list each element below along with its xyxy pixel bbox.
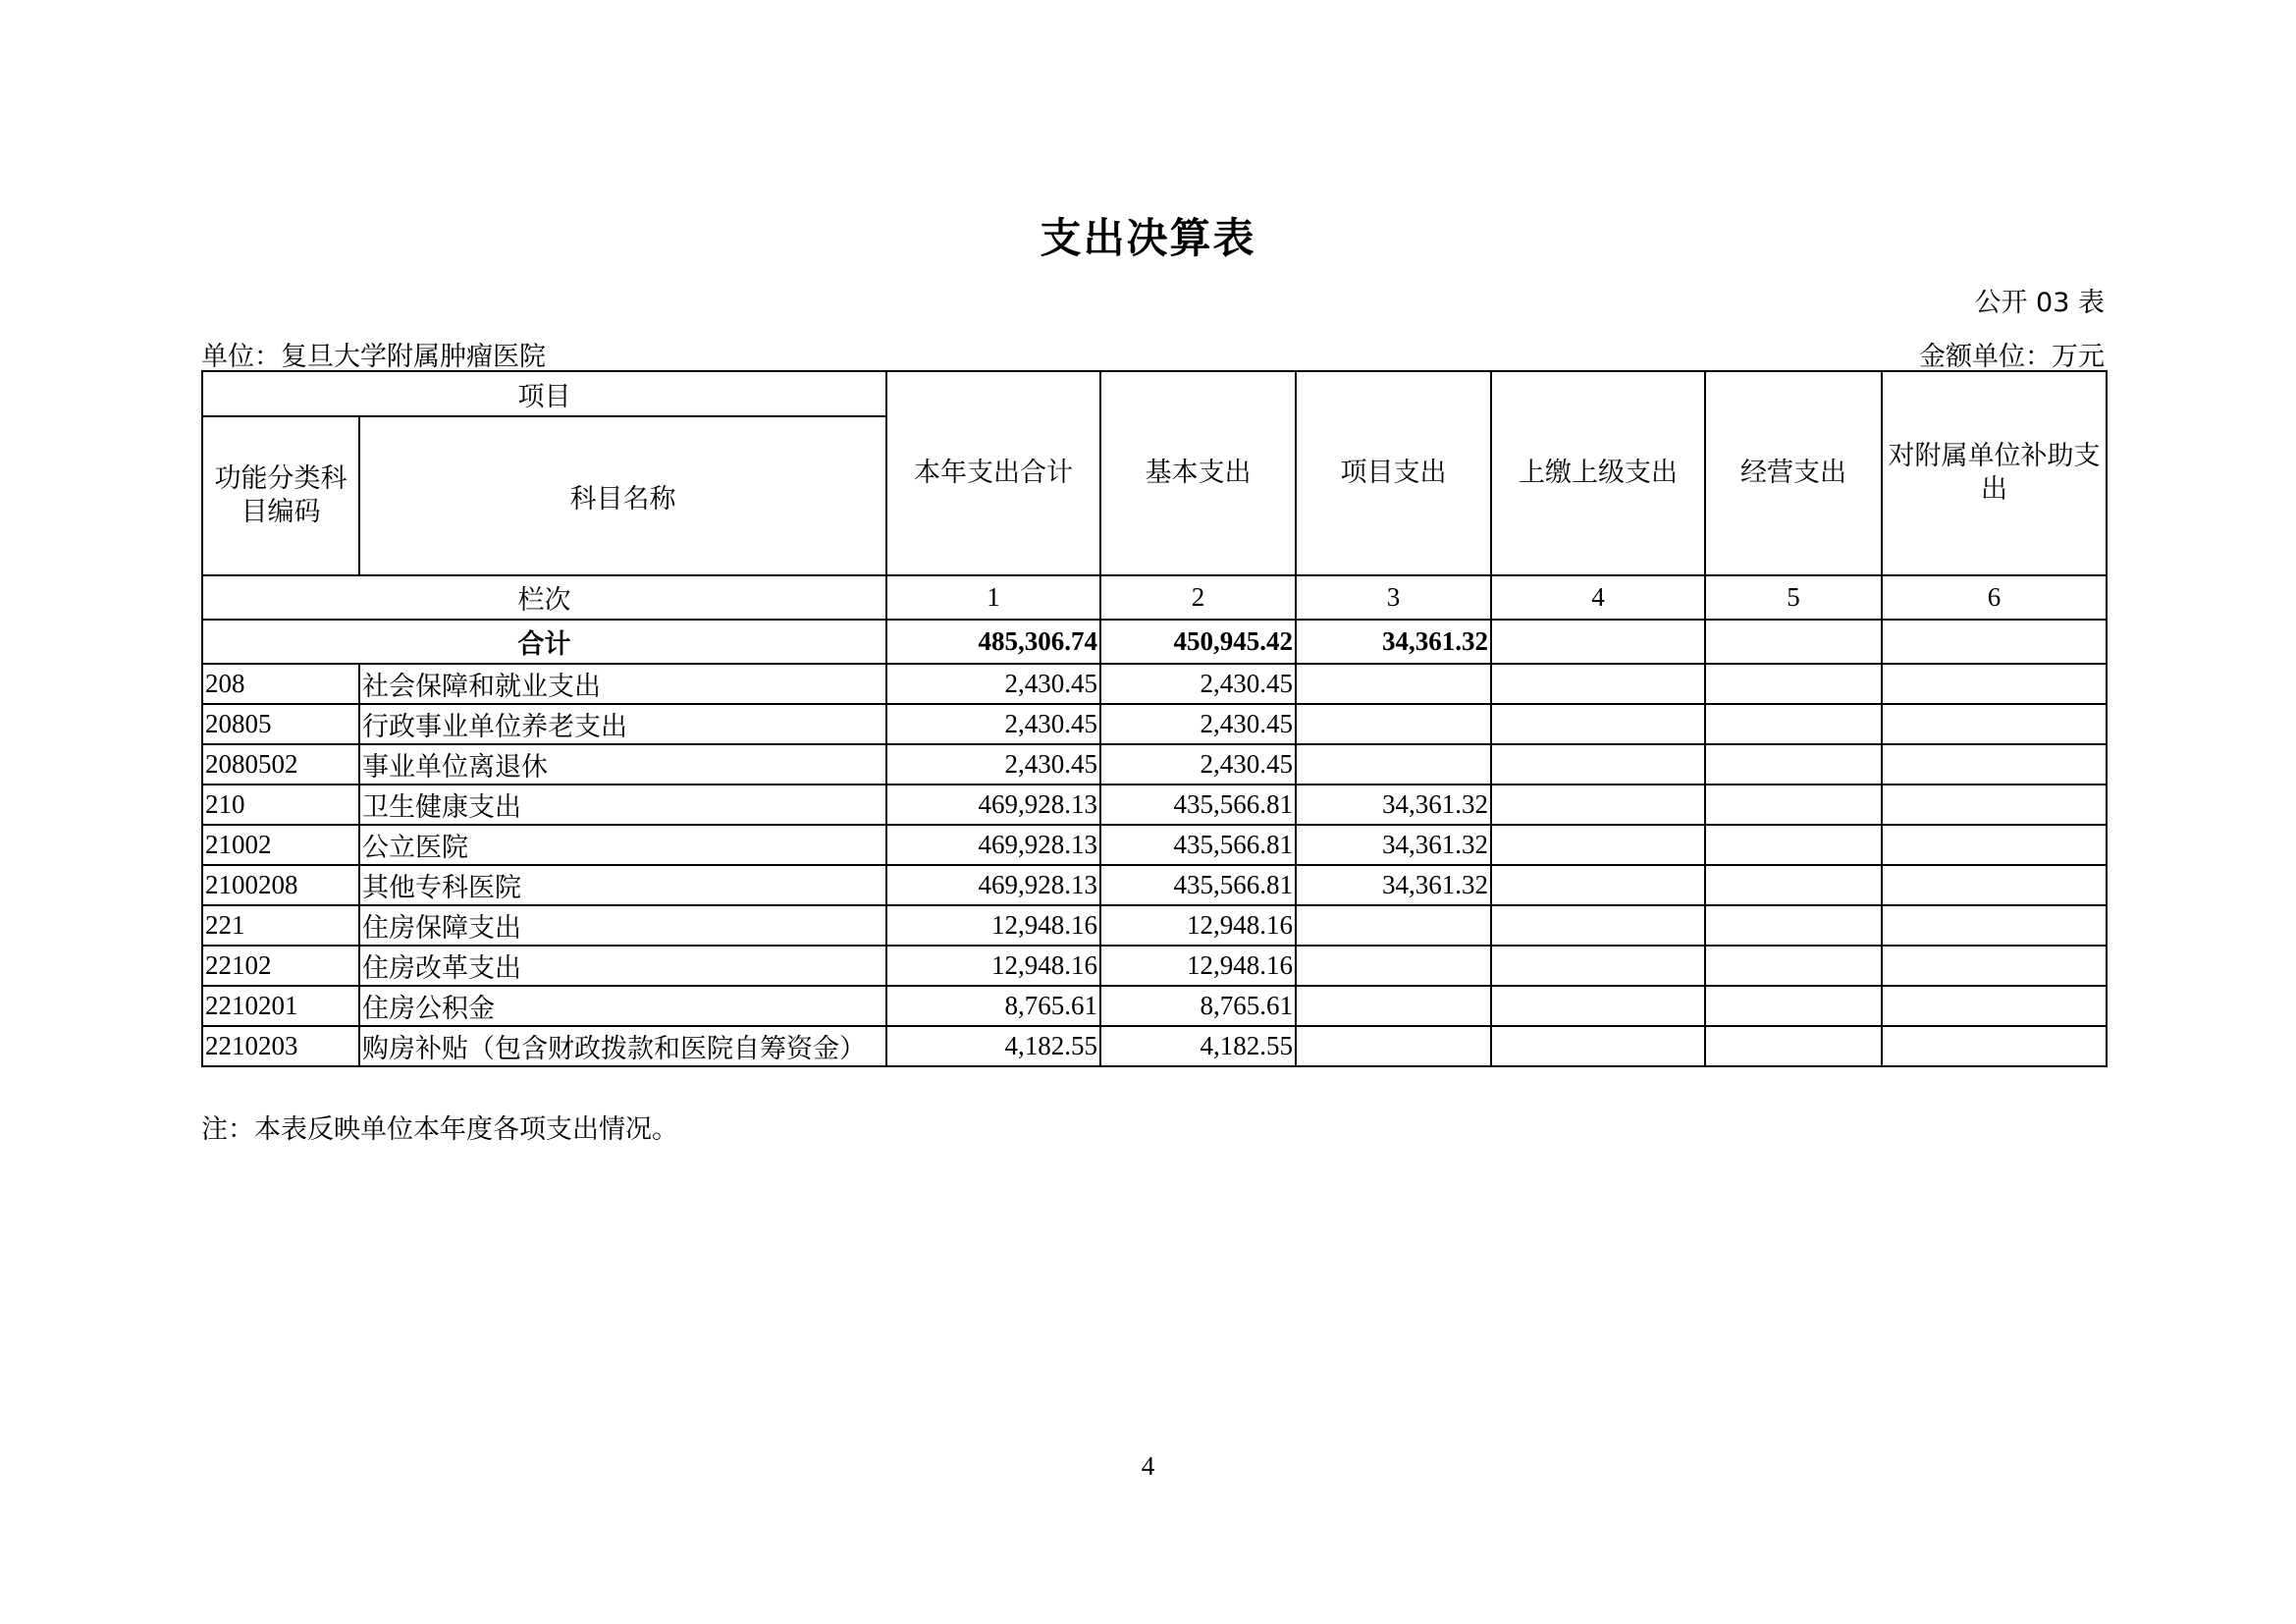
row-value-4 — [1491, 744, 1705, 785]
page-title: 支出决算表 — [1040, 214, 1256, 262]
table-row — [202, 785, 2107, 825]
column-index-1: 1 — [886, 575, 1100, 620]
table-row — [202, 865, 2107, 905]
row-value-2: 2,430.45 — [1100, 664, 1296, 704]
row-value-6 — [1882, 1026, 2107, 1066]
row-value-5 — [1705, 946, 1882, 986]
row-value-5 — [1705, 1026, 1882, 1066]
row-value-6 — [1882, 704, 2107, 744]
row-value-5 — [1705, 825, 1882, 865]
amount-unit-label: 金额单位：万元 — [1919, 342, 2105, 372]
row-value-4 — [1491, 865, 1705, 905]
column-index-3: 3 — [1296, 575, 1491, 620]
header-total-expenditure: 本年支出合计 — [886, 371, 1100, 575]
total-row — [202, 620, 2107, 664]
row-value-5 — [1705, 785, 1882, 825]
row-value-3: 34,361.32 — [1296, 865, 1491, 905]
header-project-expenditure: 项目支出 — [1296, 371, 1491, 575]
form-number: 公开 03 表 — [1974, 288, 2105, 318]
row-code: 208 — [202, 664, 359, 704]
row-subject-name: 住房公积金 — [359, 986, 886, 1026]
row-value-1: 2,430.45 — [886, 704, 1100, 744]
row-code: 22102 — [202, 946, 359, 986]
column-index-2: 2 — [1100, 575, 1296, 620]
table-row — [202, 905, 2107, 946]
row-value-2: 12,948.16 — [1100, 905, 1296, 946]
row-subject-name: 住房保障支出 — [359, 905, 886, 946]
row-value-5 — [1705, 865, 1882, 905]
table-row — [202, 986, 2107, 1026]
row-value-1: 2,430.45 — [886, 744, 1100, 785]
row-value-6 — [1882, 986, 2107, 1026]
column-index-6: 6 — [1882, 575, 2107, 620]
total-cell-1: 485,306.74 — [886, 620, 1100, 664]
row-value-6 — [1882, 825, 2107, 865]
row-value-5 — [1705, 986, 1882, 1026]
row-value-4 — [1491, 905, 1705, 946]
row-value-5 — [1705, 704, 1882, 744]
row-value-2: 12,948.16 — [1100, 946, 1296, 986]
column-index-4: 4 — [1491, 575, 1705, 620]
row-value-6 — [1882, 785, 2107, 825]
unit-label: 单位：复旦大学附属肿瘤医院 — [201, 342, 546, 372]
table-row — [202, 664, 2107, 704]
row-value-1: 469,928.13 — [886, 825, 1100, 865]
row-value-2: 4,182.55 — [1100, 1026, 1296, 1066]
row-value-1: 469,928.13 — [886, 785, 1100, 825]
row-value-2: 435,566.81 — [1100, 785, 1296, 825]
row-subject-name: 社会保障和就业支出 — [359, 664, 886, 704]
header-subject-name: 科目名称 — [359, 416, 886, 575]
row-value-3 — [1296, 986, 1491, 1026]
row-value-1: 8,765.61 — [886, 986, 1100, 1026]
row-code: 221 — [202, 905, 359, 946]
row-code: 21002 — [202, 825, 359, 865]
total-cell-5 — [1705, 620, 1882, 664]
page-number: 4 — [1141, 1451, 1155, 1481]
header-superior-payment: 上缴上级支出 — [1491, 371, 1705, 575]
row-value-3 — [1296, 905, 1491, 946]
header-subsidy-to-affiliates: 对附属单位补助支出 — [1882, 371, 2107, 575]
total-label: 合计 — [202, 620, 886, 664]
row-value-3 — [1296, 704, 1491, 744]
row-value-5 — [1705, 664, 1882, 704]
row-value-5 — [1705, 744, 1882, 785]
row-value-6 — [1882, 744, 2107, 785]
row-value-4 — [1491, 825, 1705, 865]
row-value-4 — [1491, 704, 1705, 744]
row-subject-name: 公立医院 — [359, 825, 886, 865]
row-subject-name: 行政事业单位养老支出 — [359, 704, 886, 744]
row-value-6 — [1882, 946, 2107, 986]
row-code: 20805 — [202, 704, 359, 744]
row-code: 2100208 — [202, 865, 359, 905]
row-value-3 — [1296, 946, 1491, 986]
row-subject-name: 事业单位离退休 — [359, 744, 886, 785]
row-value-2: 435,566.81 — [1100, 825, 1296, 865]
table-row — [202, 825, 2107, 865]
column-index-5: 5 — [1705, 575, 1882, 620]
row-value-6 — [1882, 865, 2107, 905]
row-value-4 — [1491, 1026, 1705, 1066]
row-subject-name: 其他专科医院 — [359, 865, 886, 905]
row-value-2: 8,765.61 — [1100, 986, 1296, 1026]
row-value-4 — [1491, 986, 1705, 1026]
row-value-3: 34,361.32 — [1296, 825, 1491, 865]
header-basic-expenditure: 基本支出 — [1100, 371, 1296, 575]
row-value-1: 469,928.13 — [886, 865, 1100, 905]
row-code: 210 — [202, 785, 359, 825]
row-value-3: 34,361.32 — [1296, 785, 1491, 825]
header-function-code: 功能分类科目编码 — [202, 416, 359, 575]
total-cell-3: 34,361.32 — [1296, 620, 1491, 664]
row-subject-name: 卫生健康支出 — [359, 785, 886, 825]
header-operating-expenditure: 经营支出 — [1705, 371, 1882, 575]
row-value-5 — [1705, 905, 1882, 946]
row-value-6 — [1882, 905, 2107, 946]
row-value-1: 4,182.55 — [886, 1026, 1100, 1066]
row-value-1: 12,948.16 — [886, 905, 1100, 946]
table-row — [202, 744, 2107, 785]
header-project: 项目 — [202, 371, 886, 416]
row-value-3 — [1296, 664, 1491, 704]
row-value-1: 12,948.16 — [886, 946, 1100, 986]
footnote: 注：本表反映单位本年度各项支出情况。 — [201, 1114, 678, 1145]
table-row — [202, 946, 2107, 986]
total-cell-4 — [1491, 620, 1705, 664]
total-cell-2: 450,945.42 — [1100, 620, 1296, 664]
row-value-4 — [1491, 785, 1705, 825]
row-value-2: 2,430.45 — [1100, 704, 1296, 744]
expenditure-table — [201, 370, 2108, 1067]
row-subject-name: 住房改革支出 — [359, 946, 886, 986]
row-value-3 — [1296, 1026, 1491, 1066]
row-value-4 — [1491, 946, 1705, 986]
row-code: 2210201 — [202, 986, 359, 1026]
row-code: 2080502 — [202, 744, 359, 785]
row-value-2: 2,430.45 — [1100, 744, 1296, 785]
row-value-6 — [1882, 664, 2107, 704]
row-value-4 — [1491, 664, 1705, 704]
row-value-3 — [1296, 744, 1491, 785]
total-cell-6 — [1882, 620, 2107, 664]
row-value-1: 2,430.45 — [886, 664, 1100, 704]
row-value-2: 435,566.81 — [1100, 865, 1296, 905]
row-code: 2210203 — [202, 1026, 359, 1066]
header-column-index-label: 栏次 — [202, 575, 886, 620]
table-row — [202, 1026, 2107, 1066]
row-subject-name: 购房补贴（包含财政拨款和医院自筹资金） — [359, 1026, 886, 1066]
table-row — [202, 704, 2107, 744]
